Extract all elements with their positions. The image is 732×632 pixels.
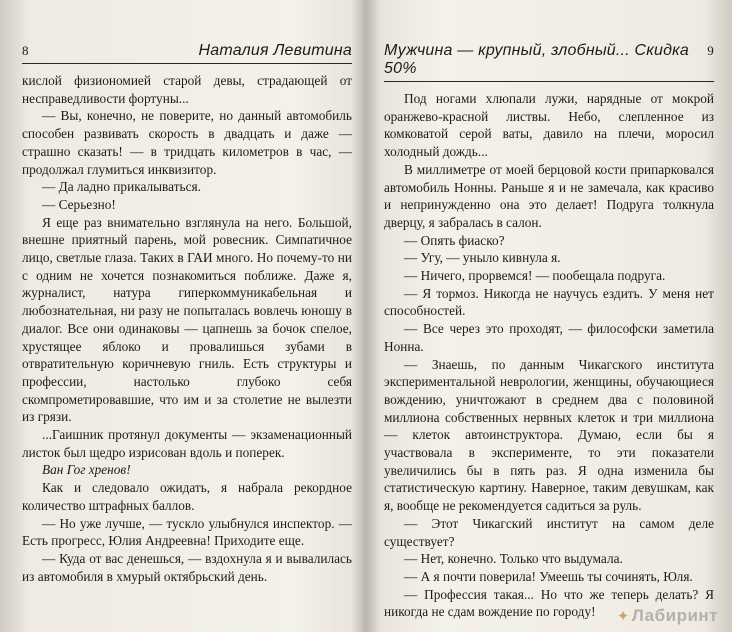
paragraph: — А я почти поверила! Умеешь ты сочинять, Юля. bbox=[404, 568, 693, 584]
left-running-header bbox=[22, 42, 352, 64]
left-header-author: Наталия Левитина bbox=[198, 42, 352, 59]
left-page-number: 8 bbox=[22, 43, 29, 58]
paragraph: — Угу, — уныло кивнула я. bbox=[404, 250, 561, 266]
paragraph: ...Гаишник протянул документы — экзаменационный листок был щедро изрисован вдоль и поперек. bbox=[22, 427, 352, 460]
paragraph: — Серьезно! bbox=[42, 196, 116, 212]
paragraph: — Вы, конечно, не поверите, но данный автомобиль способен развивать скорость в двадцать и даже — страшно сказать! — в тридцать километров в час, — продолжал глумиться инквизитор. bbox=[22, 108, 352, 177]
watermark bbox=[617, 606, 718, 626]
paragraph: — Все через это проходят, — философски заметила Нонна. bbox=[384, 321, 714, 354]
paragraph: В миллиметре от моей берцовой кости припарковался автомобиль Нонны. Раньше я и не замечала, как красиво и непринужденно она это делает! Подруга толкнула дверцу, я забралась в салон. bbox=[384, 161, 714, 230]
paragraph: — Но уже лучше, — тускло улыбнулся инспектор. — Есть прогресс, Юлия Андреевна! Приходите еще. bbox=[22, 515, 352, 549]
labyrinth-logo-icon: ✦ bbox=[616, 608, 630, 625]
right-page-number: 9 bbox=[707, 43, 714, 58]
right-header-title: Мужчина — крупный, злобный... Скидка 50% bbox=[384, 42, 689, 77]
paragraph: Ван Гог хренов! bbox=[42, 462, 131, 478]
watermark-text: Лабиринт bbox=[631, 606, 718, 625]
paragraph: — Опять фиаско? bbox=[404, 232, 505, 248]
paragraph: — Знаешь, по данным Чикагского института экспериментальной неврологии, женщины, обучающиеся вождению, уничтожают в среднем два с половиной миллиона собственных нервных клеток и три миллиона — клеток автоинструктора. Думаю, если бы я участвовала в эксперименте, то эти показатели увеличились бы в пять раз. Я одна изменила бы статистическую картину. Наверное, таким девушкам, как я, вообще не рекомендуется садиться за руль. bbox=[384, 356, 714, 514]
paragraph: — Куда от вас денешься, — вздохнула я и вывалилась из автомобиля в хмурый октябрьский день. bbox=[22, 550, 352, 584]
paragraph: — Ничего, прорвемся! — пообещала подруга. bbox=[404, 268, 666, 284]
paragraph: — Я тормоз. Никогда не научусь ездить. У меня нет способностей. bbox=[384, 285, 714, 319]
right-page bbox=[372, 0, 732, 632]
paragraph: — Этот Чикагский институт на самом деле существует? bbox=[384, 515, 714, 549]
left-page bbox=[0, 0, 360, 632]
paragraph: — Нет, конечно. Только что выдумала. bbox=[404, 551, 623, 567]
paragraph: Как и следовало ожидать, я набрала рекордное количество штрафных баллов. bbox=[22, 480, 352, 513]
right-running-header bbox=[384, 42, 714, 82]
paragraph: — Да ладно прикалываться. bbox=[42, 179, 201, 195]
left-page-text bbox=[22, 72, 352, 585]
paragraph: — Профессия такая... Но что же теперь делать? Я никогда не сдам вождение по городу! bbox=[384, 586, 714, 620]
paragraph: кислой физиономией старой девы, страдающей от несправедливости фортуны... bbox=[22, 73, 352, 106]
paragraph: Под ногами хлюпали лужи, нарядные от мокрой оранжево-красной листвы. Небо, слепленное из комковатой серой ваты, давило на плечи, моросил холодный дождь... bbox=[384, 91, 714, 160]
right-page-text bbox=[384, 90, 714, 621]
paragraph: Я еще раз внимательно взглянула на него. Большой, внешне приятный парень, мой ровесник. Симпатичное лицо, светлые глаза. Таких в ГАИ много. Но почему-то ни с одним не хочется познакомиться поближе. Даже я, журналист, натура гиперкоммуникабельная и любознательная, ни разу не попыталась вовлечь юношу в диалог. Все они одинаковы — цапнешь за бочок спелое, хрустящее яблоко и провалишься зубами в отвратительную коричневую гниль. Есть структуры и профессии, настолько глубоко себя скомпрометировавшие, что им и за столетие не вылезти из грязи. bbox=[22, 214, 352, 425]
